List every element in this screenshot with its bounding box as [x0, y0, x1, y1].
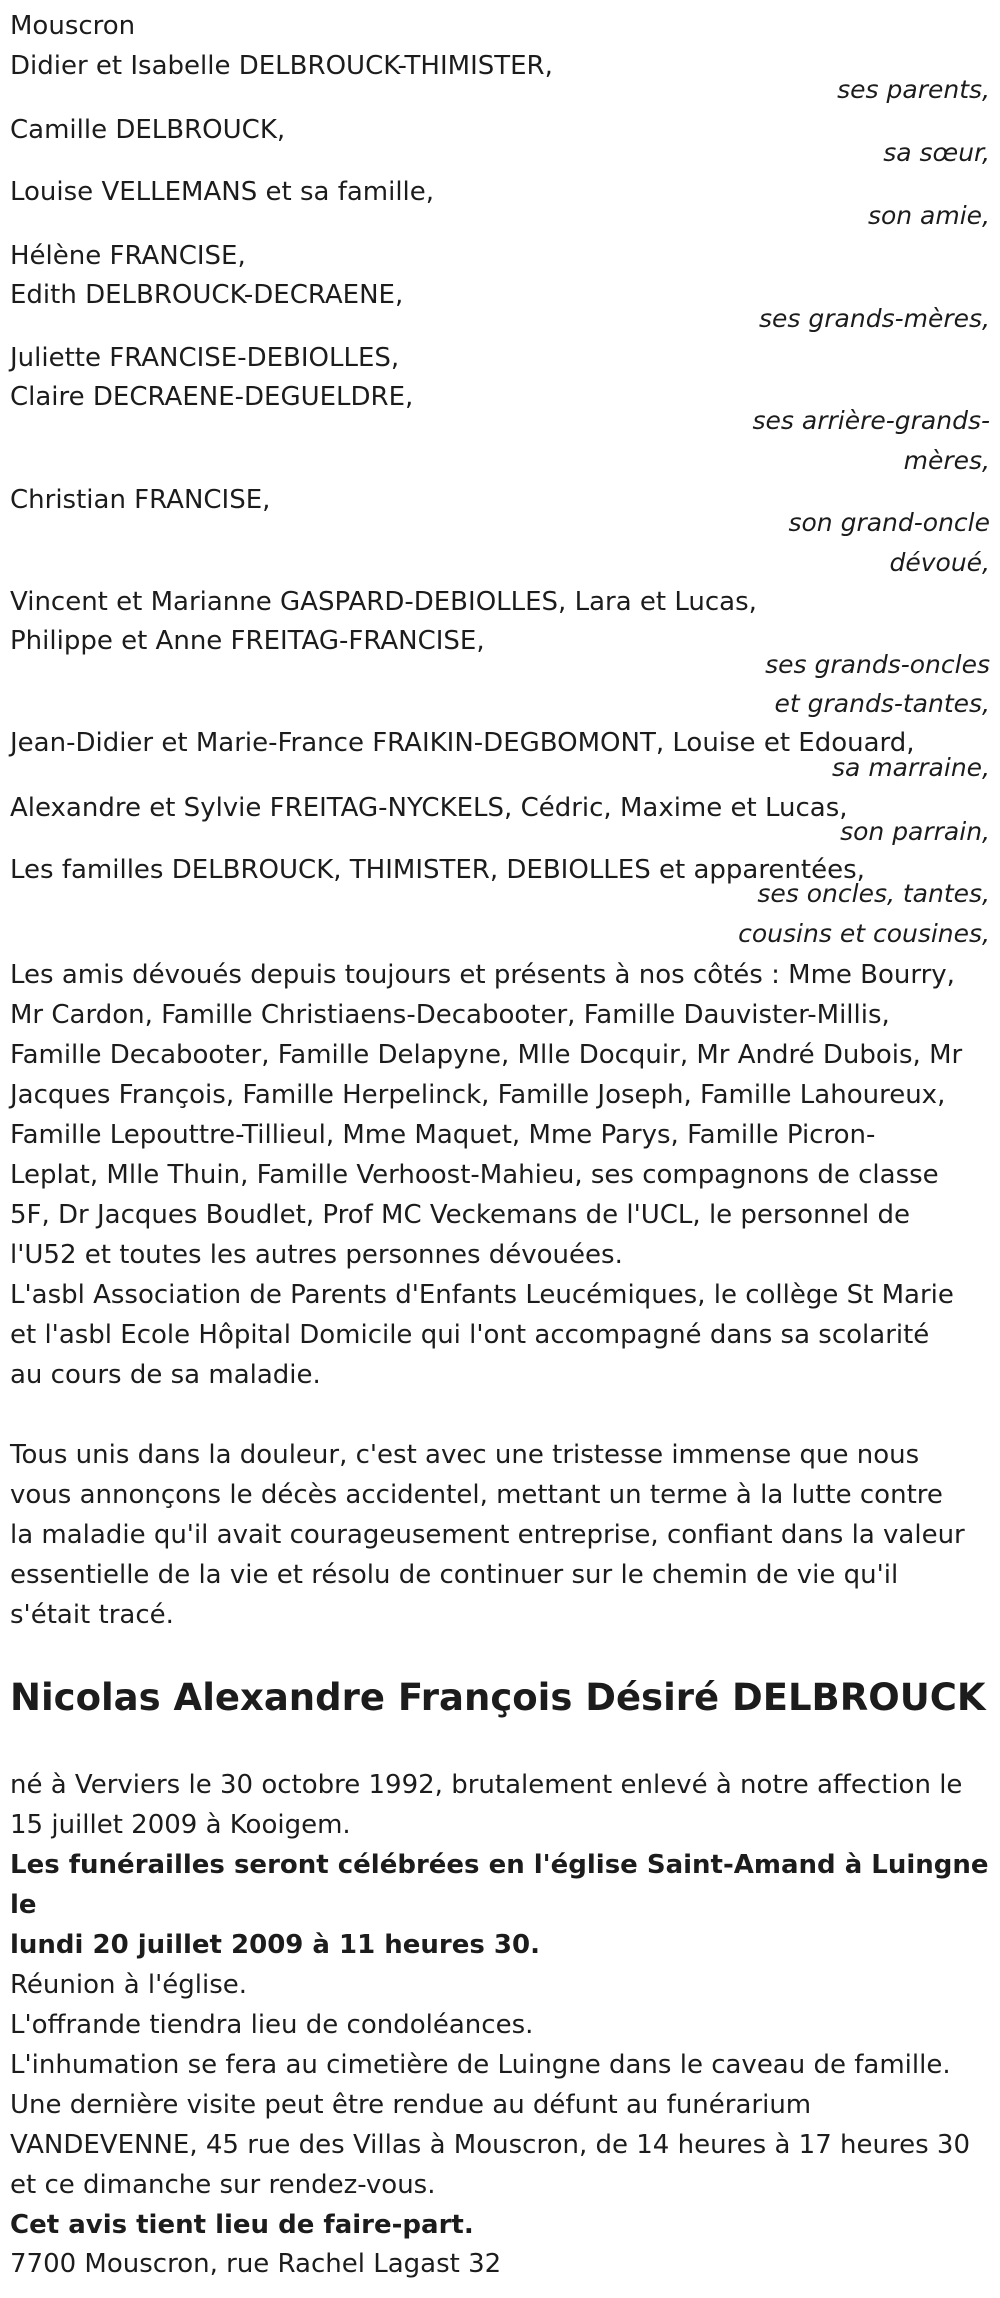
text-line: né à Verviers le 30 octobre 1992, brutalement enlevé à notre affection le: [10, 1770, 963, 1800]
family-role: dévoué,: [889, 548, 990, 577]
text-line: Réunion à l'église.: [10, 1970, 248, 2000]
family-name-line: Alexandre et Sylvie FREITAG-NYCKELS, Cédric, Maxime et Lucas,: [10, 793, 848, 823]
text-line: L'inhumation se fera au cimetière de Luingne dans le caveau de famille.: [10, 2050, 951, 2080]
text-line: L'offrande tiendra lieu de condoléances.: [10, 2010, 534, 2040]
text-line: vous annonçons le décès accidentel, mettant un terme à la lutte contre: [10, 1480, 943, 1510]
text-line: 5F, Dr Jacques Boudlet, Prof MC Veckemans de l'UCL, le personnel de: [10, 1200, 911, 1230]
family-address: 7700 Mouscron, rue Rachel Lagast 32: [10, 2249, 502, 2279]
text-line: essentielle de la vie et résolu de continuer sur le chemin de vie qu'il: [10, 1560, 899, 1590]
announcement-paragraph: [10, 1435, 995, 1635]
family-name-line: Hélène FRANCISE,: [10, 241, 246, 271]
family-name-line: Edith DELBROUCK-DECRAENE,: [10, 280, 404, 310]
text-line: l'U52 et toutes les autres personnes dévouées.: [10, 1240, 623, 1270]
text-line: Mr Cardon, Famille Christiaens-Decabooter, Famille Dauvister-Millis,: [10, 1000, 890, 1030]
family-role: ses parents,: [837, 75, 990, 104]
text-line: s'était tracé.: [10, 1600, 174, 1630]
family-name-line: Les familles DELBROUCK, THIMISTER, DEBIOLLES et apparentées,: [10, 855, 865, 885]
family-role: ses grands-mères,: [759, 304, 990, 333]
family-name-line: Jean-Didier et Marie-France FRAIKIN-DEGBOMONT, Louise et Edouard,: [10, 728, 915, 758]
friends-paragraph: [10, 955, 995, 1395]
text-line: la maladie qu'il avait courageusement entreprise, confiant dans la valeur: [10, 1520, 965, 1550]
family-role: ses grands-oncles: [765, 650, 990, 679]
family-role: ses oncles, tantes,: [757, 879, 990, 908]
text-line-bold: Cet avis tient lieu de faire-part.: [10, 2210, 474, 2240]
text-line: et l'asbl Ecole Hôpital Domicile qui l'ont accompagné dans sa scolarité: [10, 1320, 930, 1350]
funeral-details: [10, 1765, 995, 2245]
text-line-bold: lundi 20 juillet 2009 à 11 heures 30.: [10, 1930, 540, 1960]
family-role: son amie,: [867, 201, 990, 230]
text-line: Leplat, Mlle Thuin, Famille Verhoost-Mahieu, ses compagnons de classe: [10, 1160, 939, 1190]
family-role: et grands-tantes,: [774, 689, 990, 718]
family-role: sa sœur,: [883, 138, 990, 167]
text-line: et ce dimanche sur rendez-vous.: [10, 2170, 436, 2200]
text-line: Une dernière visite peut être rendue au défunt au funérarium: [10, 2090, 812, 2120]
text-line: Les amis dévoués depuis toujours et présents à nos côtés : Mme Bourry,: [10, 960, 955, 990]
text-line: 15 juillet 2009 à Kooigem.: [10, 1810, 351, 1840]
family-role: son parrain,: [840, 817, 990, 846]
family-role: mères,: [903, 446, 990, 475]
text-line: Tous unis dans la douleur, c'est avec une tristesse immense que nous: [10, 1440, 920, 1470]
family-role: son grand-oncle: [788, 508, 990, 537]
family-name-line: Philippe et Anne FREITAG-FRANCISE,: [10, 626, 485, 656]
text-line: Famille Lepouttre-Tillieul, Mme Maquet, Mme Parys, Famille Picron-: [10, 1120, 876, 1150]
family-name-line: Louise VELLEMANS et sa famille,: [10, 177, 435, 207]
family-name-line: Vincent et Marianne GASPARD-DEBIOLLES, Lara et Lucas,: [10, 587, 757, 617]
text-line: au cours de sa maladie.: [10, 1360, 321, 1390]
family-role: ses arrière-grands-: [752, 406, 990, 435]
family-name-line: Juliette FRANCISE-DEBIOLLES,: [10, 343, 400, 373]
family-name-line: Camille DELBROUCK,: [10, 115, 286, 145]
family-role: cousins et cousines,: [738, 919, 990, 948]
text-line: L'asbl Association de Parents d'Enfants Leucémiques, le collège St Marie: [10, 1280, 954, 1310]
family-role: sa marraine,: [832, 753, 990, 782]
family-name-line: Claire DECRAENE-DEGUELDRE,: [10, 382, 414, 412]
text-line: Jacques François, Famille Herpelinck, Famille Joseph, Famille Lahoureux,: [10, 1080, 946, 1110]
text-line: Famille Decabooter, Famille Delapyne, Mlle Docquir, Mr André Dubois, Mr: [10, 1040, 963, 1070]
text-line-bold: Les funérailles seront célébrées en l'église Saint-Amand à Luingne le: [10, 1850, 989, 1920]
text-line: VANDEVENNE, 45 rue des Villas à Mouscron, de 14 heures à 17 heures 30: [10, 2130, 970, 2160]
family-name-line: Christian FRANCISE,: [10, 485, 271, 515]
town-heading: Mouscron: [10, 11, 136, 41]
family-name-line: Didier et Isabelle DELBROUCK-THIMISTER,: [10, 51, 553, 81]
deceased-name: Nicolas Alexandre François Désiré DELBROUCK: [10, 1676, 986, 1719]
